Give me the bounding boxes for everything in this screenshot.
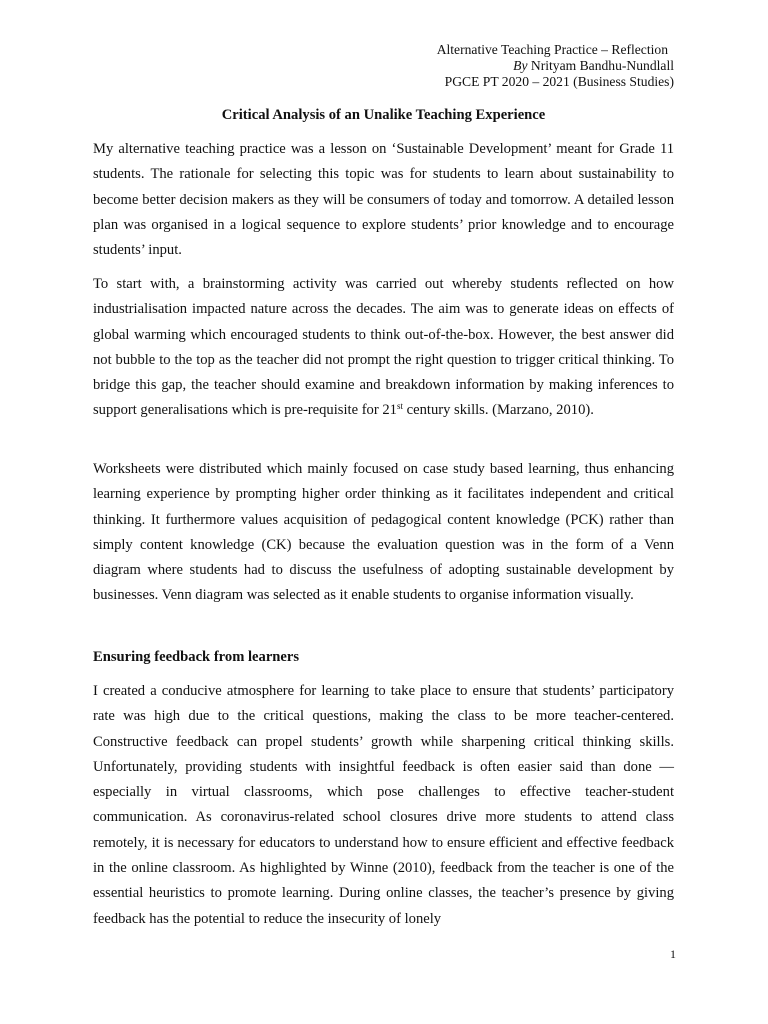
page-number: 1 (670, 947, 676, 961)
ordinal-superscript: st (396, 401, 403, 412)
header-programme-line: PGCE PT 2020 – 2021 (Business Studies) (444, 74, 674, 89)
paragraph-worksheets: Worksheets were distributed which mainly focused on case study based learning, thus enhancing learning experience by prompting higher order thinking as it facilitates independent and critical thinking. It furthermore values acquisition of pedagogical content knowledge (PCK) rather than simply content knowledge (CK) because the evaluation question was in the form of a Venn diagram where students had to discuss the usefulness of adopting sustainable development by businesses. Venn diagram was selected as it enable students to organise information visually. (93, 461, 674, 604)
paragraph-brainstorming (93, 272, 674, 424)
document-header (380, 42, 674, 90)
header-author-line (380, 58, 674, 74)
section-heading: Ensuring feedback from learners (93, 649, 300, 665)
paragraph-brainstorming-text: To start with, a brainstorming activity was carried out whereby students reflected on how industrialisation impacted nature across the decades. The aim was to generate ideas on effects of global warming which encouraged students to think out-of-the-box. However, the best answer did not bubble to the top as the teacher did not prompt the right question to trigger critical thinking. To bridge this gap, the teacher should examine and breakdown information by making inferences to support generalisations which is pre-requisite for 21 (93, 276, 674, 419)
header-by-label: By (513, 58, 528, 73)
document-title: Critical Analysis of an Unalike Teaching Experience (221, 107, 546, 123)
header-course-line: Alternative Teaching Practice – Reflection (436, 42, 668, 57)
paragraph-brainstorming-tail: century skills. (Marzano, 2010). (402, 402, 594, 419)
header-author-name: Nrityam Bandhu-Nundlall (530, 58, 674, 73)
paragraph-intro: My alternative teaching practice was a lesson on ‘Sustainable Development’ meant for Grade 11 students. The rationale for selecting this topic was for students to learn about sustainability to become better decision makers as they will be consumers of today and tomorrow. A detailed lesson plan was organised in a logical sequence to explore students’ prior knowledge and to encourage students’ input. (93, 141, 674, 259)
paragraph-feedback: I created a conducive atmosphere for learning to take place to ensure that students’ participatory rate was high due to the critical questions, making the class to be more teacher-centered. Constructive feedback can propel students’ growth while sharpening critical thinking skills. Unfortunately, providing students with insightful feedback is often easier said than done — especially in virtual classrooms, which pose challenges to effective teacher-student communication. As coronavirus-related school closures drive more students to attend class remotely, it is necessary for educators to understand how to ensure efficient and effective feedback in the online classroom. As highlighted by Winne (2010), feedback from the teacher is one of the essential heuristics to promote learning. During online classes, the teacher’s presence by giving feedback has the potential to reduce the insecurity of lonely (93, 683, 674, 927)
